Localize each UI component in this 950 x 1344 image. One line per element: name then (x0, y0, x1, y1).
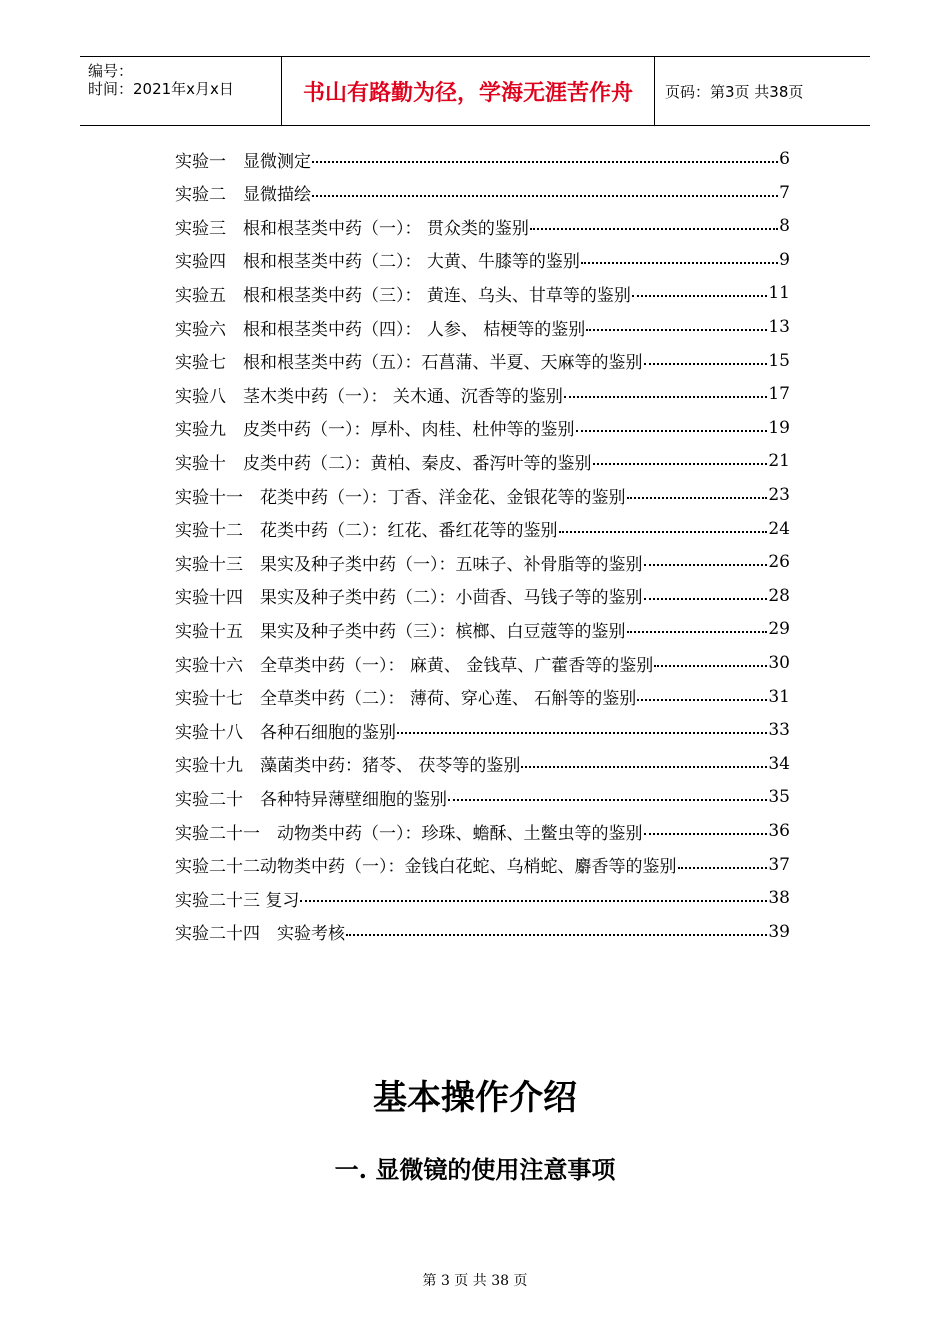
toc-entry (175, 346, 790, 376)
toc-entry-page: 8 (779, 216, 790, 237)
toc-entry (175, 749, 790, 779)
toc-entry-label: 实验二十二动物类中药（一）：金钱白花蛇、乌梢蛇、麝香等的鉴别 (175, 857, 677, 878)
toc-entry-page: 29 (768, 619, 790, 640)
toc-leader-dots (644, 363, 768, 365)
toc-entry-label: 实验二十 各种特异薄壁细胞的鉴别 (175, 789, 447, 810)
toc-leader-dots (581, 262, 778, 264)
document-time-label: 时间：2021年x月x日 (88, 80, 234, 98)
toc-entry-label: 实验四 根和根茎类中药（二）： 大黄、牛膝等的鉴别 (175, 252, 580, 273)
toc-entry-label: 实验十二 花类中药（二）：红花、番红花等的鉴别 (175, 521, 558, 542)
toc-entry-label: 实验七 根和根茎类中药（五）：石菖蒲、半夏、天麻等的鉴别 (175, 353, 643, 374)
toc-entry-page: 34 (768, 753, 790, 774)
toc-entry (175, 413, 790, 443)
toc-entry-label: 实验九 皮类中药（一）：厚朴、肉桂、杜仲等的鉴别 (175, 420, 575, 441)
toc-entry-label: 实验十七 全草类中药（二）： 薄荷、穿心莲、 石斛等的鉴别 (175, 689, 637, 710)
toc-entry-label: 实验二 显微描绘 (175, 185, 311, 206)
toc-leader-dots (530, 228, 778, 230)
toc-entry (175, 514, 790, 544)
toc-entry-page: 6 (779, 149, 790, 169)
section-subtitle: 一. 显微镜的使用注意事项 (334, 1155, 616, 1184)
toc-entry-label: 实验八 茎木类中药（一）： 关木通、沉香等的鉴别 (175, 386, 563, 407)
toc-entry-page: 39 (768, 921, 790, 942)
toc-entry (175, 883, 790, 913)
page-header (80, 56, 870, 126)
toc-leader-dots (644, 598, 768, 600)
header-meta (80, 57, 282, 125)
toc-entry-page: 19 (768, 417, 790, 438)
toc-leader-dots (627, 497, 768, 499)
toc-entry-page: 11 (768, 283, 790, 304)
toc-entry-label: 实验十三 果实及种子类中药（一）：五味子、补骨脂等的鉴别 (175, 554, 643, 575)
toc-entry-page: 30 (768, 653, 790, 673)
toc-entry (175, 917, 790, 947)
toc-leader-dots (576, 430, 768, 432)
toc-entry-label: 实验十八 各种石细胞的鉴别 (175, 722, 396, 743)
toc-entry-page: 17 (768, 384, 790, 405)
toc-entry-label: 实验一 显微测定 (175, 151, 311, 172)
toc-leader-dots (678, 867, 768, 869)
toc-entry (175, 614, 790, 644)
toc-entry (175, 715, 790, 745)
toc-entry-page: 26 (768, 552, 790, 573)
toc-leader-dots (627, 631, 768, 633)
toc-entry (175, 581, 790, 611)
toc-entry (175, 547, 790, 577)
toc-entry-label: 实验二十三 复习 (175, 890, 300, 911)
toc-entry (175, 178, 790, 208)
toc-entry-page: 31 (768, 686, 790, 707)
toc-leader-dots (644, 833, 768, 835)
toc-leader-dots (312, 161, 778, 163)
toc-entry-label: 实验六 根和根茎类中药（四）： 人参、 桔梗等的鉴别 (175, 319, 586, 340)
toc-entry-page: 37 (768, 854, 790, 875)
toc-entry-page: 36 (768, 821, 790, 841)
toc-entry (175, 816, 790, 846)
toc-leader-dots (593, 463, 768, 465)
toc-entry-label: 实验十四 果实及种子类中药（二）：小茴香、马钱子等的鉴别 (175, 588, 643, 609)
toc-entry (175, 144, 790, 174)
toc-entry-label: 实验十一 花类中药（一）：丁香、洋金花、金银花等的鉴别 (175, 487, 626, 508)
toc-leader-dots (448, 799, 767, 801)
toc-entry-page: 9 (779, 249, 790, 270)
toc-entry-page: 33 (768, 720, 790, 741)
toc-entry-page: 21 (768, 451, 790, 472)
toc-entry-page: 38 (768, 888, 790, 909)
header-page-info: 页码：第3页 共38页 (665, 82, 804, 101)
toc-entry-page: 15 (768, 350, 790, 371)
toc-entry (175, 312, 790, 342)
toc-entry (175, 278, 790, 308)
toc-leader-dots (346, 934, 767, 936)
toc-leader-dots (586, 329, 767, 331)
toc-leader-dots (632, 295, 767, 297)
toc-entry (175, 211, 790, 241)
toc-entry (175, 446, 790, 476)
toc-entry-page: 35 (768, 787, 790, 808)
toc-entry-label: 实验十六 全草类中药（一）： 麻黄、 金钱草、广藿香等的鉴别 (175, 655, 654, 676)
toc-entry-label: 实验十九 藻菌类中药：猪苓、 茯苓等的鉴别 (175, 756, 521, 777)
toc-leader-dots (644, 564, 768, 566)
toc-entry (175, 782, 790, 812)
toc-entry-label: 实验二十四 实验考核 (175, 924, 345, 945)
toc-leader-dots (521, 766, 767, 768)
toc-entry (175, 648, 790, 678)
toc-leader-dots (312, 195, 778, 197)
toc-leader-dots (637, 699, 767, 701)
toc-entry (175, 245, 790, 275)
document-number-label: 编号： (88, 62, 134, 80)
toc-leader-dots (654, 665, 767, 667)
section-title: 基本操作介绍 (373, 1078, 577, 1118)
toc-entry (175, 850, 790, 880)
toc-entry-label: 实验五 根和根茎类中药（三）： 黄连、乌头、甘草等的鉴别 (175, 285, 631, 306)
toc-entry-page: 23 (768, 485, 790, 505)
toc-leader-dots (564, 396, 767, 398)
toc-entry-label: 实验十 皮类中药（二）：黄柏、秦皮、番泻叶等的鉴别 (175, 453, 592, 474)
toc-leader-dots (397, 732, 767, 734)
toc-entry (175, 379, 790, 409)
toc-entry (175, 480, 790, 510)
toc-leader-dots (300, 900, 767, 902)
toc-entry (175, 682, 790, 712)
header-motto: 书山有路勤为径，学海无涯苦作舟 (282, 57, 655, 125)
toc-entry-page: 24 (768, 518, 790, 539)
toc-entry-page: 7 (779, 182, 790, 203)
toc-entry-label: 实验十五 果实及种子类中药（三）：槟榔、白豆蔻等的鉴别 (175, 621, 626, 642)
page-footer: 第 3 页 共 38 页 (422, 1273, 528, 1289)
toc-leader-dots (559, 531, 768, 533)
toc-entry-label: 实验二十一 动物类中药（一）：珍珠、蟾酥、土鳖虫等的鉴别 (175, 823, 643, 844)
toc-entry-page: 13 (768, 317, 790, 337)
toc-entry-label: 实验三 根和根茎类中药（一）： 贯众类的鉴别 (175, 218, 529, 239)
toc-entry-page: 28 (768, 585, 790, 606)
